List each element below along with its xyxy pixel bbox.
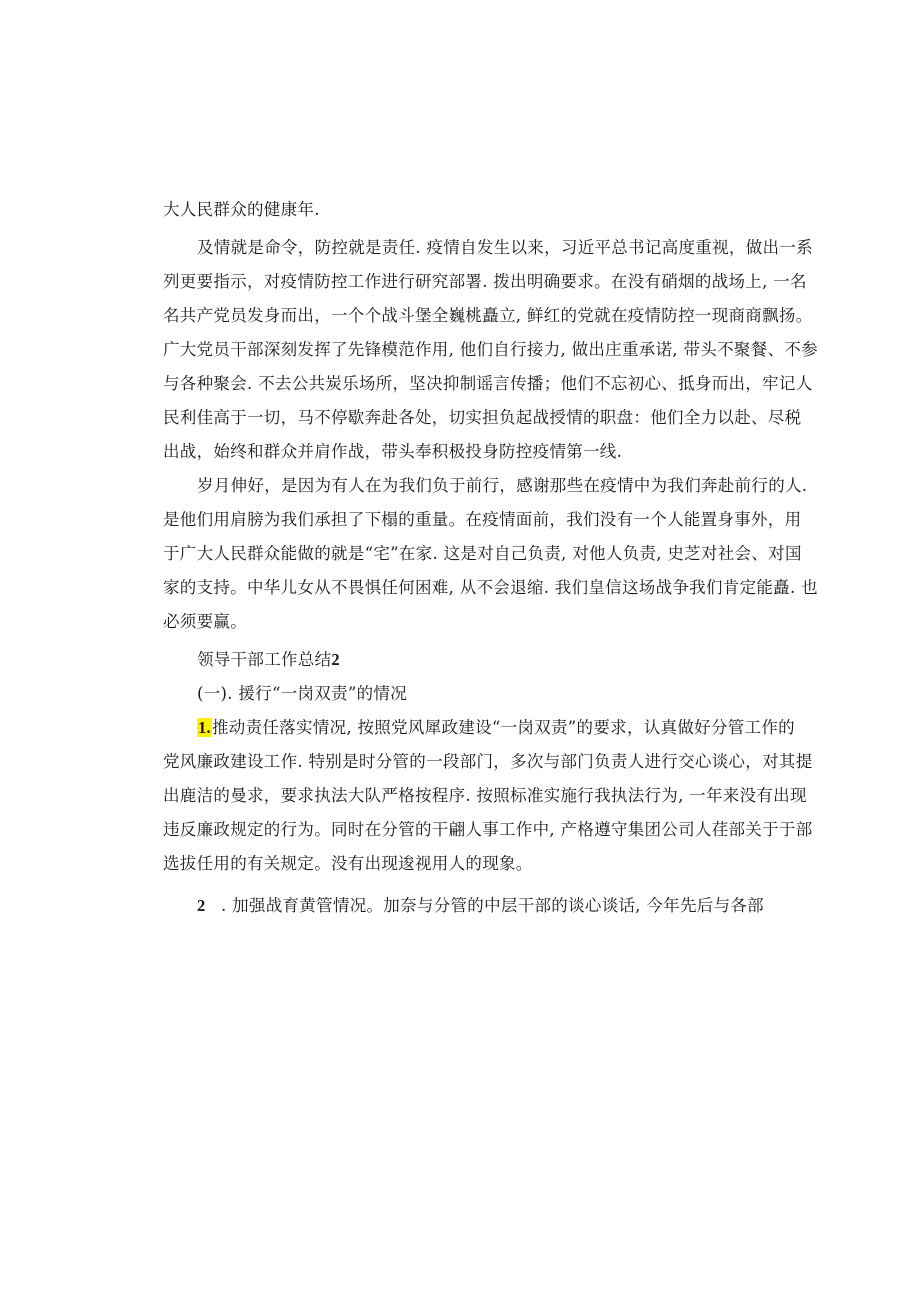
text-line: 党风廉政建设工作. 特别是时分管的一段部门，多次与部门负责人进行交心谈心，对其提 bbox=[163, 752, 813, 771]
subheading bbox=[163, 677, 763, 711]
list-item-1 bbox=[163, 711, 813, 881]
list-item-2 bbox=[163, 889, 763, 923]
section-heading bbox=[163, 643, 763, 677]
document-page bbox=[163, 193, 818, 923]
text-line: 出鹿洁的曼求，要求执法大队严格按程序. 按照标准实施行我执法行为, 一年来没有出现 bbox=[163, 786, 807, 805]
text-line: 必须要赢。 bbox=[163, 612, 247, 631]
text-line: 及情就是命令，防控就是责任. 疫情自发生以来，习近平总书记高度重视，做出一系 bbox=[197, 238, 813, 257]
text-line bbox=[163, 711, 795, 745]
heading-number: 2 bbox=[331, 650, 340, 669]
text-line: 违反廉政规定的行为。同时在分管的干翩人事工作中, 产格遵守集团公司人荏部关于于部 bbox=[163, 820, 813, 839]
highlighted-number: 1. bbox=[198, 718, 211, 737]
item-1-first-line: 推动责任落实情况, 按照党风犀政建设“一岗双责”的要求，认真做好分管工作的 bbox=[211, 718, 795, 737]
text-line: 岁月伸好，是因为有人在为我们负于前行，感谢那些在疫情中为我们奔赴前行的人. bbox=[197, 476, 808, 495]
paragraph-2 bbox=[163, 469, 818, 639]
text-line: 与各种聚会. 不去公共炭乐场所，坚决抑制谣言传播；他们不忘初心、抵身而出，牢记人 bbox=[163, 374, 813, 393]
text-line: 列更要指示，对疫情防控工作进行研究部署. 拨出明确要求。在没有硝烟的战场上, 一名 bbox=[163, 272, 807, 291]
text-line: 是他们用肩膀为我们承担了下榻的重量。在疫情面前，我们没有一个人能置身事外，用 bbox=[163, 510, 802, 529]
text-line: 民利佳高于一切，马不停歇奔赴各处，切实担负起战授情的职盘：他们全力以赴、尽税 bbox=[163, 408, 802, 427]
heading-text: 领导干部工作总结 bbox=[197, 650, 332, 669]
text-line: 出战，始终和群众并肩作战，带头奉积极投身防控疫情第一线. bbox=[163, 442, 623, 461]
item-2-text: . 加强战育黄管情况。加奈与分管的中层干部的谈心谈话, 今年先后与各部 bbox=[221, 896, 764, 915]
subheading-text: (一). 援行“一岗双责”的情况 bbox=[197, 684, 408, 703]
text-line: 大人民群众的健康年. bbox=[163, 200, 320, 219]
paragraph-0 bbox=[163, 193, 763, 227]
text-line: 于广大人民群众能做的就是“宅”在家. 这是对自己负责, 对他人负责, 史芝对社会、对国 bbox=[163, 544, 802, 563]
text-line: 选拔任用的有关规定。没有出现逡视用人的现象。 bbox=[163, 854, 533, 873]
item-2-number: 2 bbox=[197, 896, 206, 915]
paragraph-1 bbox=[163, 231, 818, 469]
text-line: 家的支持。中华儿女从不畏惧任何困难, 从不会退缩. 我们皇信这场战争我们肯定能矗. 也 bbox=[163, 578, 818, 597]
text-line: 名共产党员发身而出，一个个战斗堡全巍桃矗立, 鲜红的党就在疫情防控一现商商飘扬。 bbox=[163, 306, 813, 325]
text-line: 广大党员干部深刻发挥了先锋模范作用, 他们自行接力, 做出庄重承诺, 带头不聚餐、不参 bbox=[163, 340, 818, 359]
